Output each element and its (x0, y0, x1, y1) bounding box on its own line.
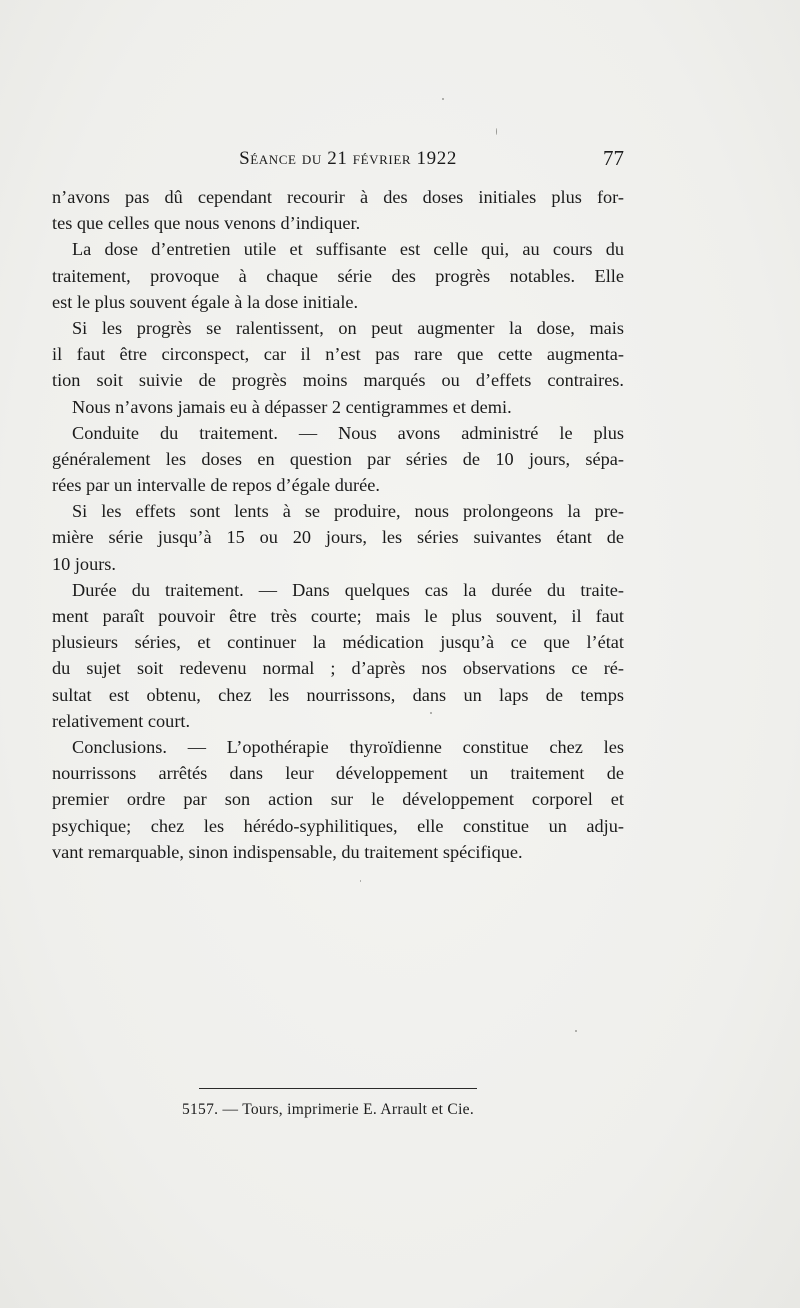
text-line: La dose d’entretien utile et suffisante est celle qui, au cours du (72, 239, 624, 260)
text-line: vant remarquable, sinon indispensable, du traitement spécifique. (52, 841, 523, 862)
text-line: du sujet soit redevenu normal ; d’après nos observations ce ré- (52, 658, 624, 679)
text-line: relativement court. (52, 710, 191, 731)
text-line: traitement, provoque à chaque série des progrès notables. Elle (52, 265, 624, 286)
text-line: ment paraît pouvoir être très courte; mais le plus souvent, il faut (52, 606, 624, 626)
page-footer (52, 1088, 624, 1119)
paper-speck (360, 880, 361, 882)
text-line: Si les effets sont lents à se produire, nous prolongeons la pre- (72, 501, 624, 522)
text-line: plusieurs séries, et continuer la médication jusqu’à ce que l’état (52, 632, 624, 653)
paper-speck (496, 128, 497, 135)
text-line: mière série jusqu’à 15 ou 20 jours, les séries suivantes étant de (52, 527, 624, 548)
text-line: il faut être circonspect, car il n’est pas rare que cette augmenta- (52, 344, 624, 365)
text-line: Durée du traitement. — Dans quelques cas la durée du traite- (72, 579, 624, 600)
footer-rule (199, 1088, 477, 1089)
text-line: psychique; chez les hérédo-syphilitiques, elle constitue un adju- (52, 815, 624, 836)
page-number: 77 (603, 146, 624, 170)
text-line: Si les progrès se ralentissent, on peut augmenter la dose, mais (72, 317, 624, 338)
text-line: sultat est obtenu, chez les nourrissons, dans un laps de temps (52, 684, 624, 705)
text-line: Conduite du traitement. — Nous avons administré le plus (72, 422, 624, 443)
text-line: Conclusions. — L’opothérapie thyroïdienne constitue chez les (72, 736, 624, 757)
text-line: Nous n’avons jamais eu à dépasser 2 centigrammes et demi. (72, 396, 512, 417)
text-line: généralement les doses en question par séries de 10 jours, sépa- (52, 448, 624, 469)
text-line: est le plus souvent égale à la dose initiale. (52, 291, 359, 312)
text-line: premier ordre par son action sur le développement corporel et (52, 789, 624, 810)
text-line: n’avons pas dû cependant recourir à des doses initiales plus for- (52, 187, 624, 207)
body-text (52, 184, 624, 865)
text-line: 10 jours. (52, 553, 116, 574)
page-header (52, 146, 624, 176)
text-line: nourrissons arrêtés dans leur développement un traitement de (52, 763, 624, 784)
paper-speck (442, 98, 444, 100)
running-title: Séance du 21 février 1922 (239, 148, 457, 169)
text-line: rées par un intervalle de repos d’égale durée. (52, 475, 380, 496)
paper-speck (575, 1030, 577, 1032)
text-line: tes que celles que nous venons d’indiquer. (52, 213, 361, 234)
text-line: tion soit suivie de progrès moins marqués ou d’effets contraires. (52, 370, 624, 391)
printer-imprint: 5157. — Tours, imprimerie E. Arrault et Cie. (181, 1101, 475, 1118)
